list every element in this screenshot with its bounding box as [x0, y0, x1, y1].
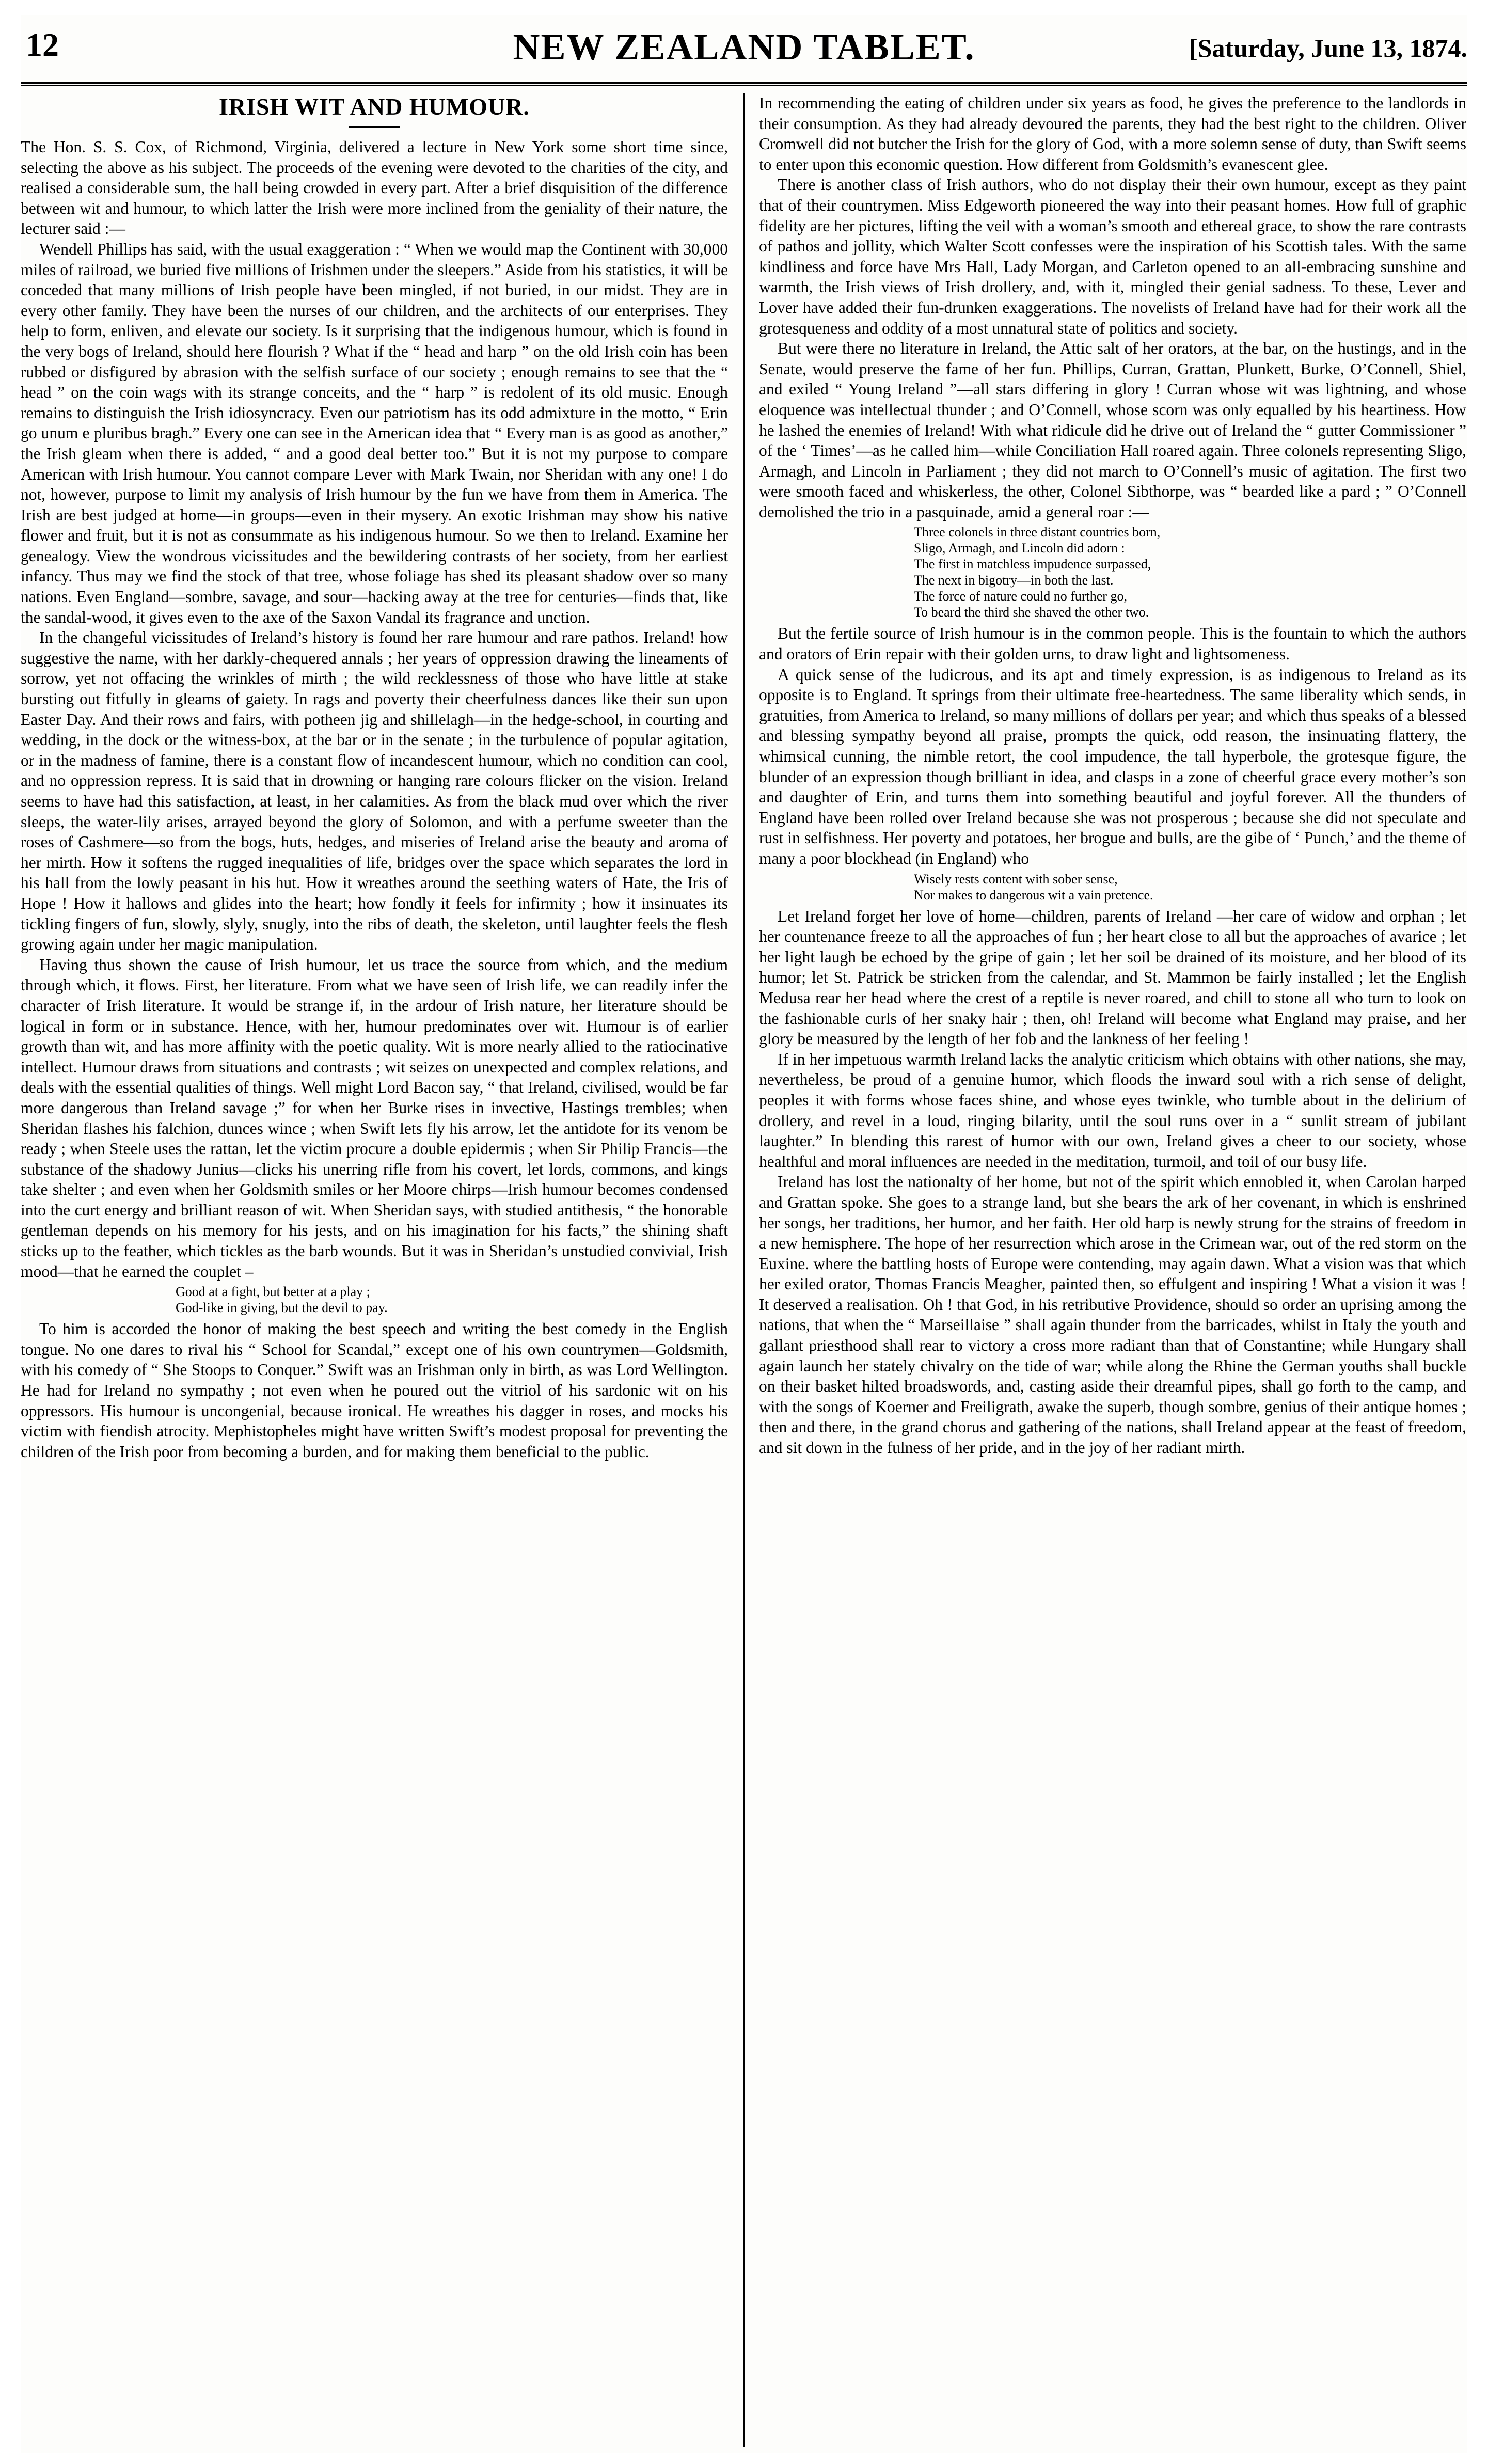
paragraph: But were there no literature in Ireland, the Attic salt of her orators, at the bar, on the hustings, and in the Senate, would preserve the fame of her fun. Phillips, Curran, Grattan, Plunkett, Burke, O’Connell, Shiel, and exiled “ Young Ireland ”—all stars differing in glory ! Curran whose wit was lightning, and whose eloquence was intellectual thunder ; and O’Connell, whose scorn was only equalled by his heartiness. How he lashed the enemies of Ireland! With what ridicule did he drive out of Ireland the “ gutter Commissioner ” of the ‘ Times’—as he called him—while Conciliation Hall roared again. Three colonels representing Sligo, Armagh, and Lincoln in Parliament ; they did not march to O’Connell’s music of agitation. The first two were smooth faced and whiskerless, the other, Colonel Sibthorpe, was “ bearded like a pard ; ” O’Connell demolished the trio in a pasquinade, amid a general roar :— — [759, 339, 1466, 521]
issue-date: [Saturday, June 13, 1874. — [1189, 34, 1467, 62]
paragraph: In the changeful vicissitudes of Ireland’s history is found her rare humour and rare pathos. Ireland! how suggestive the name, with her darkly-chequered annals ; her years of oppression drawing the lineaments of sorrow, yet not offacing the wrinkles of mirth ; the wild recklessness of those who have little at stake bursting out fitfully in gleams of gaiety. In rags and poverty their cheerfulness dances like their sun upon Easter Day. And their rows and fairs, with potheen jig and shillelagh—in the hedge-school, in courting and wedding, in the dock or the witness-box, at the bar or in the senate ; in the turbulence of popular agitation, or in the madness of famine, there is a constant flow of incandescent humour, which no condition can cool, and no oppression repress. It is said that in drowning or hanging rare colours flicker on the vision. Ireland seems to have had this satisfaction, at least, in her calamities. As from the black mud over which the river sleeps, the water-lily arises, arrayed beyond the glory of Solomon, and with a perfume sweeter than the roses of Cashmere—so from the bogs, huts, hedges, and miseries of Ireland arise the beauty and aroma of her mirth. How it softens the rugged inequalities of life, bridges over the space which separates the lord in his hall from the lowly peasant in his hut. How it wreathes around the seething waters of Hate, the Iris of Hope ! How it hallows and glides into the heart; how fondly it feels for infirmity ; how it insinuates its tickling fingers of fun, slowly, slyly, snugly, into the ribs of death, the skeleton, until laughter feels the flesh growing again under her magic manipulation. — [21, 628, 728, 954]
verse-line: Sligo, Armagh, and Lincoln did adorn : — [914, 541, 1125, 556]
paragraph: In recommending the eating of children under six years as food, he gives the preference to the landlords in their consumption. As they had already devoured the parents, they had the best right to the children. Oliver Cromwell did not butcher the Irish for the glory of God, with a more solemn sense of duty, than Swift seems to enter upon this economic question. How different from Goldsmith’s evanescent glee. — [759, 94, 1466, 173]
newspaper-page — [21, 15, 1467, 2453]
masthead-rule — [21, 82, 1467, 86]
paragraph: But the fertile source of Irish humour is in the common people. This is the fountain to which the authors and orators of Erin repair with their golden urns, to draw light and lightsomeness. — [759, 624, 1466, 664]
verse-line: God-like in giving, but the devil to pay. — [176, 1300, 388, 1316]
verse-line: Good at a fight, but better at a play ; — [176, 1284, 370, 1300]
verse-line: Nor makes to dangerous wit a vain pretence. — [914, 887, 1153, 903]
verse-line: Wisely rests content with sober sense, — [914, 871, 1118, 887]
page-number: 12 — [26, 26, 59, 63]
verse-line: The first in matchless impudence surpassed, — [914, 557, 1151, 572]
paragraph: Wendell Phillips has said, with the usual exaggeration : “ When we would map the Continent with 30,000 miles of railroad, we buried five millions of Irishmen under the sleepers.” Aside from his statistics, it will be conceded that many millions of Irish people have been mingled, if not buried, in our midst. They are in every other family. They have been the nurses of our children, and the architects of our enterprises. They help to form, enliven, and elevate our society. Is it surprising that the indigenous humour, which is found in the very bogs of Ireland, should here flourish ? What if the “ head and harp ” on the old Irish coin has been rubbed or disfigured by abrasion with the selfish surface of our society ; enough remains to see that the “ head ” on the coin wags with its strange conceits, and the “ harp ” is redolent of its old music. Enough remains to distinguish the Irish idiosyncracy. Even our patriotism has its odd admixture in the motto, “ Erin go unum e pluribus bragh.” Every one can see in the American idea that “ Every man is as good as another,” the Irish gleam when there is added, “ and a good deal better too.” But it is not my purpose to compare American with Irish humour. You cannot compare Lever with Mark Twain, nor Sheridan with any one! I do not, however, purpose to limit my analysis of Irish humour by the fun we have from them in America. The Irish are best judged at home—in groups—even in their mysery. An exotic Irishman may show his native flower and fruit, but it is not as consummate as his indigenous humour. So we then to Ireland. Examine her genealogy. View the wondrous vicissitudes and the bewildering contrasts of her society, from her earliest infancy. Thus may we find the stock of that tree, whose foliage has shed its pleasant shadow over so many nations. Even England—sombre, savage, and sour—hacking away at the tree for centuries—finds that, like the sandal-wood, it gives even to the axe of the Saxon Vandal its fragrance and unction. — [21, 240, 728, 626]
newspaper-title: NEW ZEALAND TABLET. — [513, 26, 975, 68]
paragraph: There is another class of Irish authors, who do not display their their own humour, except as they paint that of their countrymen. Miss Edgeworth pioneered the way into their peasant homes. How full of graphic fidelity are her pictures, lifting the veil with a woman’s smooth and ethereal grace, to show the rare contrasts of pathos and jollity, which Walter Scott confesses were the inspiration of his Scottish tales. With the same kindliness and force have Mrs Hall, Lady Morgan, and Carleton opened to an all-embracing sunshine and warmth, the Irish views of Irish drollery, and, with it, mingled their genial sadness. To these, Lever and Lover have added their fun-drunken exaggerations. The novelists of Ireland have had for their work all the grotesqueness and oddity of a most unnatural state of politics and society. — [759, 176, 1466, 337]
verse-line: The force of nature could no further go, — [914, 589, 1127, 604]
headline-rule — [349, 126, 400, 128]
left-column — [21, 93, 728, 2447]
verse-line: To beard the third she shaved the other two. — [914, 605, 1149, 620]
paragraph: Having thus shown the cause of Irish humour, let us trace the source from which, and the medium through which, it flows. First, her literature. From what we have seen of Irish life, we can readily infer the character of Irish literature. It would be strange if, in the ardour of Irish nature, her literature should be logical in form or in substance. Hence, with her, humour predominates over wit. Humour is of earlier growth than wit, and has more affinity with the poetic quality. Wit is more nearly allied to the ratiocinative intellect. Humour draws from situations and contrasts ; wit seizes on unexpected and complex relations, and deals with the essential qualities of things. Well might Lord Bacon say, “ that Ireland, civilised, would be far more dangerous than Ireland savage ;” for when her Burke rises in invective, Hastings trembles; when Sheridan flashes his falchion, dunces wince ; when Swift lets fly his arrow, let the antidote for its venom be ready ; when Steele uses the rattan, let the victim procure a double epidermis ; when Sir Philip Francis—the substance of the shadowy Junius—clicks his unerring rifle from his covert, let lords, commons, and kings take shelter ; and even when her Goldsmith smiles or her Moore chirps—Irish humour becomes condensed into the curt energy and brilliant reason of wit. When Sheridan says, with studied antithesis, “ the honorable gentleman depends on his memory for his jests, and on his imagination for his facts,” the shining shaft sticks up to the feather, which tickles as the barb wounds. But it was in Sheridan’s unstudied convivial, Irish mood—that he earned the couplet – — [21, 955, 728, 1281]
verse-couplet — [914, 871, 1466, 903]
paragraph: Let Ireland forget her love of home—children, parents of Ireland —her care of widow and orphan ; let her countenance freeze to all the approaches of fun ; her heart close to all but the approaches of avarice ; let her light laugh be echoed by the gripe of gain ; let her soil be drained of its moisture, and her blood of its humor; let St. Patrick be stricken from the calendar, and St. Mammon be fairly installed ; let the English Medusa rear her head where the crest of a reptile is never roared, and chill to stone all who turn to look on the fashionable curls of her snaky hair ; then, oh! Ireland will become what England may praise, and her glory be measured by the length of her fob and the lankness of her feeling ! — [759, 907, 1466, 1048]
right-column — [759, 93, 1466, 2447]
verse-couplet — [176, 1284, 728, 1316]
paragraph: To him is accorded the honor of making the best speech and writing the best comedy in the English tongue. No one dares to rival his “ School for Scandal,” except one of his own countrymen—Goldsmith, with his comedy of “ She Stoops to Conquer.” Swift was an Irishman only in birth, as was Lord Wellington. He had for Ireland no sympathy ; not even when he poured out the vitriol of his sardonic wit on his oppressors. His humour is uncongenial, because ironical. He wreathes his dagger in roses, and mocks his victim with fiendish atrocity. Mephistopheles might have written Swift’s modest proposal for preventing the children of the Irish poor from becoming a burden, and for making them beneficial to the public. — [21, 1320, 728, 1461]
verse-line: The next in bigotry—in both the last. — [914, 573, 1114, 588]
paragraph: Ireland has lost the nationalty of her home, but not of the spirit which ennobled it, when Carolan harped and Grattan spoke. She goes to a strange land, but she bears the ark of her covenant, in which is enshrined her songs, her traditions, her humor, and her faith. Her old harp is newly strung for the strains of freedom in a new hemisphere. The hope of her resurrection which arose in the Crimean war, out of the red storm on the Euxine. where the battling hosts of Europe were contending, may again dawn. What a vision was that which her exiled orator, Thomas Francis Meagher, painted then, so effulgent and inspiring ! What a vision it was ! It deserved a realisation. Oh ! that God, in his retributive Providence, should so order an uprising among the nations, that when the “ Marseillaise ” shall again thunder from the barricades, whilst in Italy the youth and gallant priesthood shall rear to victory a cross more radiant than that of Constantine; while Hungary shall again launch her stately chivalry on the tide of war; while along the Rhine the German youths shall buckle on their basket hilted broadswords, and, casting aside their dreamful pipes, shall go forth to the camp, and with the songs of Koerner and Freiligrath, awake the superb, though sombre, genius of their antique homes ; then and there, in the grand chorus and gathering of the nations, shall Ireland appear at the feast of freedom, and sit down in the fulness of her pride, and in the joy of her radiant mirth. — [759, 1173, 1466, 1457]
verse-stanza — [914, 524, 1466, 620]
column-divider — [743, 93, 745, 2447]
verse-line: Three colonels in three distant countries born, — [914, 525, 1161, 540]
masthead — [21, 15, 1467, 83]
paragraph: The Hon. S. S. Cox, of Richmond, Virginia, delivered a lecture in New York some short time since, selecting the above as his subject. The proceeds of the evening were devoted to the charities of the city, and realised a considerable sum, the hall being crowded in every part. After a brief disquisition of the difference between wit and humour, to which latter the Irish were more inclined from the geniality of their nature, the lecturer said :— — [21, 138, 728, 238]
article-headline: IRISH WIT AND HUMOUR. — [218, 93, 530, 120]
paragraph: A quick sense of the ludicrous, and its apt and timely expression, is as indigenous to Ireland as its opposite is to England. It springs from their ultimate free-heartedness. The same liberality which sends, in gratuities, from America to Ireland, so many millions of dollars per year; and which thus speaks of a blessed and blessing sympathy beyond all praise, prompts the quick, odd reason, the insinuating flattery, the whimsical cunning, the nimble retort, the cool impudence, the tall hyperbole, the grotesque figure, the blunder of an expression though brilliant in idea, and clasps in a zone of cheerful grace every mother’s son and daughter of Erin, and turns them into something beautiful and joyful forever. All the thunders of England have been rolled over Ireland because she was not prosperous ; because she did not speculate and rust in selfishness. Her poverty and potatoes, her brogue and bulls, are the gibe of ‘ Punch,’ and the theme of many a poor blockhead (in England) who — [759, 665, 1466, 867]
paragraph: If in her impetuous warmth Ireland lacks the analytic criticism which obtains with other nations, she may, nevertheless, be proud of a genuine humor, which floods the inward soul with a rich sense of delight, peoples it with forms whose faces shine, and whose eyes twinkle, who tumble about in the delirium of drollery, and revel in a loud, ringing bilarity, until the soul runs over in a “ sunlit stream of jubilant laughter.” In blending this rarest of humor with our own, Ireland gives a cheer to our society, whose healthful and moral influences are needed in the meditation, turmoil, and toil of our busy life. — [759, 1050, 1466, 1171]
